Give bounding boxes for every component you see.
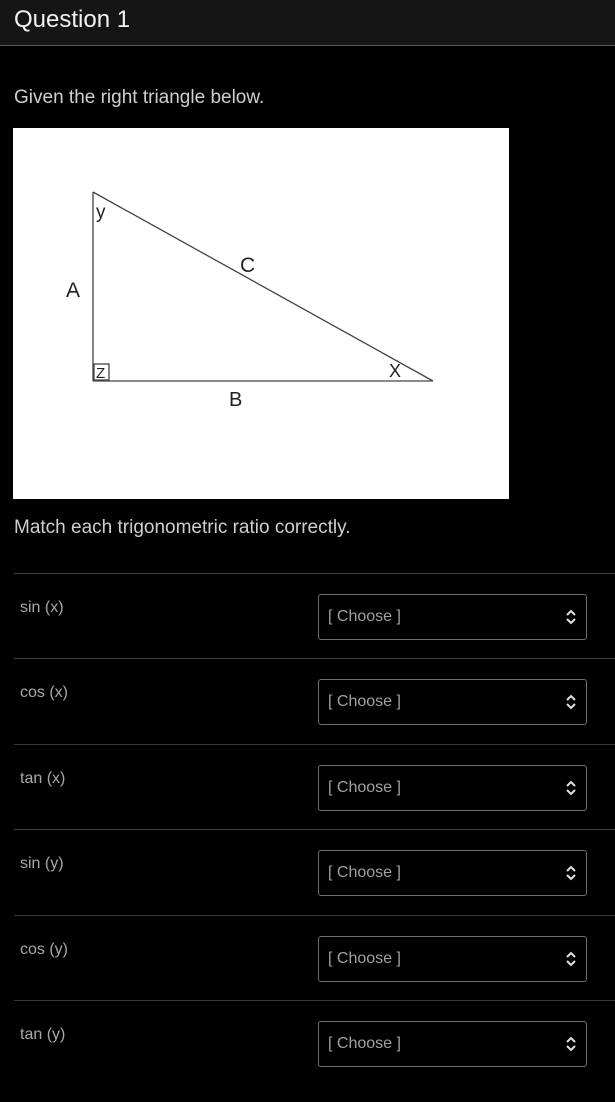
match-row-label: tan (y) (20, 1025, 66, 1043)
label-b: B (229, 389, 243, 411)
match-instruction: Match each trigonometric ratio correctly. (14, 517, 351, 538)
match-row-label: cos (x) (20, 684, 68, 702)
answer-select-value: [ Choose ] (328, 778, 401, 796)
chevron-up-down-icon (565, 865, 577, 881)
answer-select[interactable] (318, 850, 587, 896)
triangle-figure (13, 128, 509, 499)
label-a: A (66, 279, 81, 302)
answer-select[interactable] (318, 765, 587, 811)
answer-select-value: [ Choose ] (328, 1034, 401, 1052)
match-row-label: cos (y) (20, 940, 68, 958)
answer-select[interactable] (318, 936, 587, 982)
match-row (14, 573, 615, 658)
answer-select-value: [ Choose ] (328, 864, 401, 882)
label-z: Z (96, 365, 106, 382)
match-row-label: sin (x) (20, 599, 64, 616)
match-row (14, 915, 615, 1000)
side-c-line (93, 192, 433, 381)
match-row (14, 658, 615, 743)
question-prompt: Given the right triangle below. (14, 87, 265, 108)
chevron-up-down-icon (565, 780, 577, 796)
match-row (14, 744, 615, 829)
question-header (0, 0, 615, 46)
answer-select-value: [ Choose ] (328, 608, 401, 625)
question-title: Question 1 (14, 6, 131, 33)
label-y: y (96, 202, 106, 223)
chevron-up-down-icon (565, 609, 577, 625)
answer-select-value: [ Choose ] (328, 949, 401, 967)
chevron-up-down-icon (565, 694, 577, 710)
match-row-label: tan (x) (20, 769, 66, 787)
answer-select[interactable] (318, 594, 587, 640)
triangle-diagram (13, 128, 509, 499)
match-list (14, 573, 615, 1085)
chevron-up-down-icon (565, 1036, 577, 1052)
match-row-label: sin (y) (20, 855, 64, 873)
label-x: X (389, 361, 402, 381)
match-row (14, 829, 615, 914)
answer-select[interactable] (318, 679, 587, 725)
answer-select-value: [ Choose ] (328, 693, 401, 711)
answer-select[interactable] (318, 1021, 587, 1067)
label-c: C (240, 254, 256, 277)
chevron-up-down-icon (565, 951, 577, 967)
match-row (14, 1000, 615, 1085)
